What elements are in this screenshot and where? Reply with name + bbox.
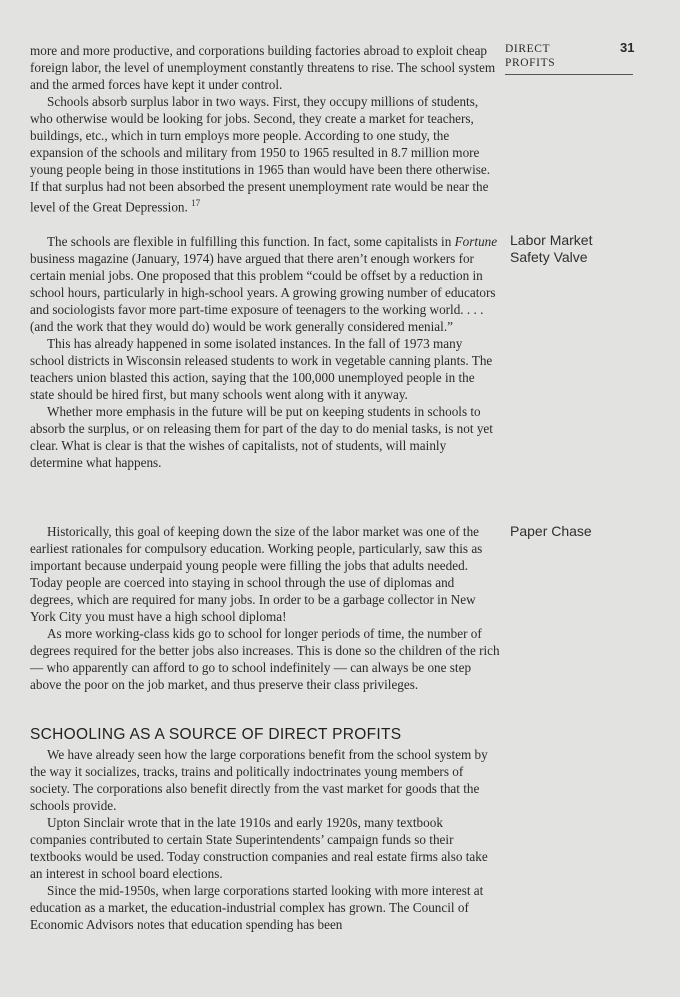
text-block-4	[30, 746, 500, 933]
running-header-line1: DIRECT	[505, 43, 551, 55]
footnote-marker: 17	[191, 198, 201, 208]
header-rule	[505, 74, 633, 75]
section-heading: SCHOOLING AS A SOURCE OF DIRECT PROFITS	[30, 726, 402, 743]
page-number: 31	[620, 40, 635, 55]
paragraph	[30, 233, 500, 335]
side-heading-paper-chase: Paper Chase	[510, 523, 592, 539]
text-block-2	[30, 233, 500, 471]
side-heading-line: Safety Valve	[510, 249, 588, 265]
running-header-line2: PROFITS	[505, 57, 556, 69]
paragraph: more and more productive, and corporations building factories abroad to exploit cheap foreign labor, the level of unemployment constantly threatens to rise. The school system and the armed forces have kept it under control.	[30, 43, 496, 92]
side-heading-line: Labor Market	[510, 232, 593, 248]
paragraph: Since the mid-1950s, when large corporations started looking with more interest at education as a market, the education-industrial complex has grown. The Council of Economic Advisors notes that education spending has been	[30, 883, 484, 932]
paragraph-text: The schools are flexible in fulfilling this function. In fact, some capitalists in	[47, 234, 452, 249]
paragraph: Historically, this goal of keeping down the size of the labor market was one of the earliest rationales for compulsory education. Working people, particularly, saw this as important because underpaid young people were filling the jobs that adults needed. Today people are coerced into staying in school through the use of diplomas and degrees, which are required for many jobs. In order to be a garbage collector in New York City you must have a high school diploma!	[30, 524, 483, 624]
paragraph-text: Schools absorb surplus labor in two ways. First, they occupy millions of students, who otherwise would be looking for jobs. Second, they create a market for teachers, buildings, etc., which in turn employs more people. According to one study, the expansion of the schools and military from 1950 to 1965 resulted in 8.7 million more young people being in those institutions in 1965 than would have been there otherwise. If that surplus had not been absorbed the present unemployment rate would be near the level of the Great Depression.	[30, 94, 491, 215]
paragraph-text: business magazine (January, 1974) have argued that there aren’t enough workers for certain menial jobs. One proposed that this problem “could be offset by a reduction in school hours, particularly in high-school years. A growing growing number of educators and sociologists favor more part-time exposure of teenagers to the working world. . . . (and the work that they would do) would be work generally considered menial.”	[30, 251, 496, 334]
paragraph	[30, 93, 500, 215]
running-header	[505, 42, 555, 70]
text-block-3	[30, 523, 500, 693]
paragraph: We have already seen how the large corporations benefit from the school system by the way it socializes, tracks, trains and politically indoctrinates young members of society. The corporations also benefit directly from the vast market for goods that the schools provide.	[30, 747, 488, 813]
paragraph: Upton Sinclair wrote that in the late 1910s and early 1920s, many textbook companies contributed to certain State Superintendents’ campaign funds so their textbooks would be used. Today construction companies and real estate firms also take an interest in school board elections.	[30, 815, 488, 881]
magazine-title: Fortune	[454, 234, 498, 249]
paragraph: As more working-class kids go to school for longer periods of time, the number of degrees required for the better jobs also increases. This is done so the children of the rich — who apparently can afford to go to school indefinitely — can always be one step above the poor on the job market, and thus preserve their class privileges.	[30, 626, 500, 692]
side-heading-labor-market	[510, 232, 592, 266]
paragraph: This has already happened in some isolated instances. In the fall of 1973 many school districts in Wisconsin released students to work in vegetable canning plants. The teachers union blasted this action, saying that the 100,000 unemployed people in the state should be hired first, but many schools went along with it anyway.	[30, 336, 493, 402]
paragraph: Whether more emphasis in the future will be put on keeping students in schools to absorb the surplus, or on releasing them for part of the day to do menial tasks, is not yet clear. What is clear is that the wishes of capitalists, not of students, will mainly determine what happens.	[30, 404, 493, 470]
text-block-1	[30, 42, 500, 215]
